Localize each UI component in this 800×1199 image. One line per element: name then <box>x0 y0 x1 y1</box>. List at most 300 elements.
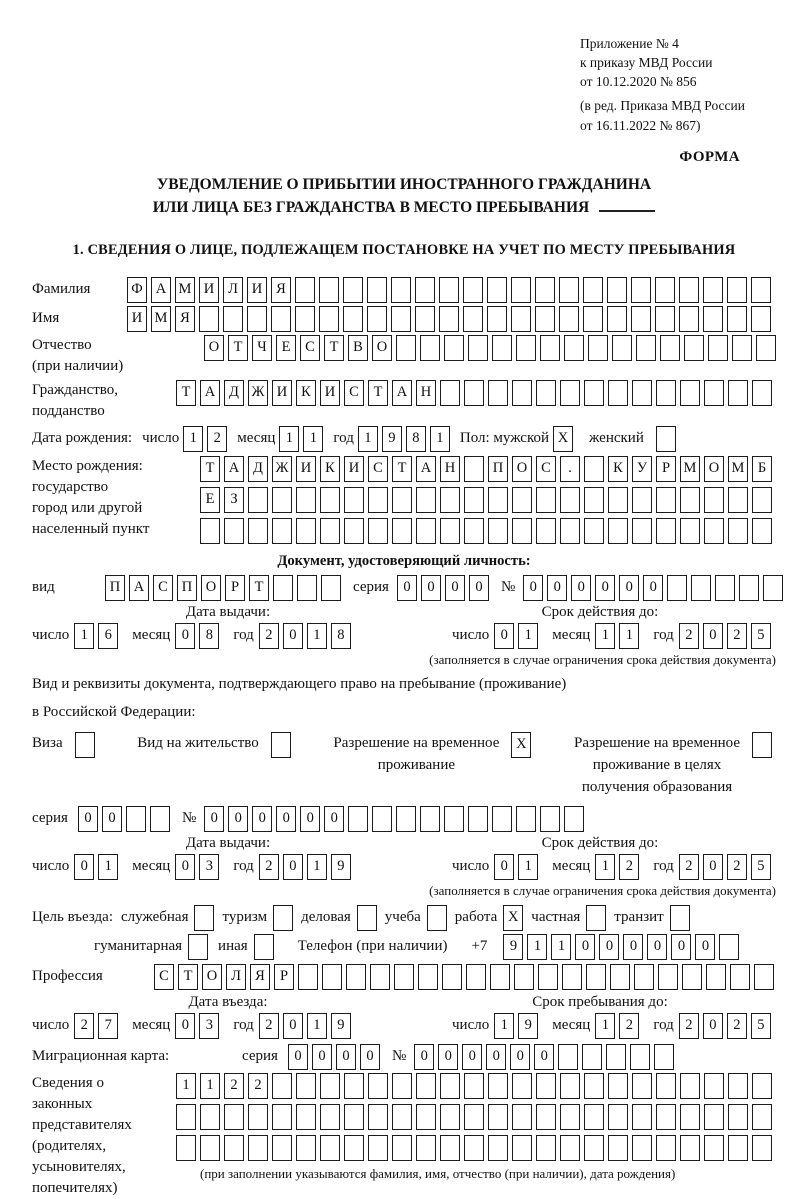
migration-card-label: Миграционная карта: <box>32 1048 170 1065</box>
char-cell <box>224 518 244 544</box>
char-cell <box>607 277 627 303</box>
char-cell: X <box>553 426 573 452</box>
valid-date-line <box>452 623 776 649</box>
char-cell <box>488 518 508 544</box>
char-cell <box>584 1104 604 1130</box>
business-checkbox <box>357 905 377 931</box>
char-cell <box>634 964 654 990</box>
char-cell <box>468 335 488 361</box>
char-cell <box>754 964 774 990</box>
char-cell: И <box>127 306 147 332</box>
char-cell: X <box>503 905 523 931</box>
year-label: год <box>233 627 254 644</box>
char-cell: Т <box>368 380 388 406</box>
char-cell: К <box>296 380 316 406</box>
firstname-row <box>32 306 776 332</box>
char-cell <box>680 380 700 406</box>
char-cell <box>392 487 412 513</box>
month-label: месяц <box>552 627 591 644</box>
char-cell <box>492 806 512 832</box>
char-cell: 0 <box>599 934 619 960</box>
char-cell: 0 <box>595 575 615 601</box>
char-cell <box>564 335 584 361</box>
birth-date-row <box>32 426 776 452</box>
char-cell <box>632 518 652 544</box>
char-cell <box>440 1073 460 1099</box>
char-cell: 2 <box>259 854 279 880</box>
char-cell: 0 <box>510 1044 530 1070</box>
char-cell <box>440 380 460 406</box>
char-cell <box>536 487 556 513</box>
char-cell <box>368 1104 388 1130</box>
char-cell <box>704 518 724 544</box>
char-cell <box>658 964 678 990</box>
valid-day-cells <box>494 623 538 649</box>
char-cell <box>296 1104 316 1130</box>
char-cell <box>691 575 711 601</box>
year-label: год <box>233 858 254 875</box>
char-cell <box>560 1135 580 1161</box>
char-cell <box>516 806 536 832</box>
char-cell <box>535 306 555 332</box>
residence-number-cells <box>204 806 584 832</box>
migration-series-cells <box>288 1044 380 1070</box>
doc-number-label: № <box>500 579 516 596</box>
char-cell <box>150 806 170 832</box>
char-cell <box>344 1073 364 1099</box>
char-cell <box>514 964 534 990</box>
char-cell <box>199 306 219 332</box>
char-cell: С <box>153 575 173 601</box>
issue-date-line <box>32 854 424 880</box>
char-cell <box>439 306 459 332</box>
valid-day-cells <box>494 854 538 880</box>
char-cell: 1 <box>279 426 299 452</box>
char-cell: О <box>372 335 392 361</box>
validity-note: (заполняется в случае ограничения срока действия документа) <box>429 651 776 667</box>
char-cell: С <box>154 964 174 990</box>
identity-issue-col <box>32 604 424 668</box>
citizenship-cells <box>176 380 772 406</box>
char-cell <box>756 335 776 361</box>
char-cell <box>223 306 243 332</box>
option-temp-residence-education <box>574 732 772 798</box>
char-cell <box>391 277 411 303</box>
char-cell <box>391 306 411 332</box>
citizenship-label-line1: Гражданство, <box>32 381 119 398</box>
char-cell <box>320 1104 340 1130</box>
char-cell <box>511 277 531 303</box>
char-cell: М <box>680 456 700 482</box>
char-cell <box>248 487 268 513</box>
char-cell <box>728 1073 748 1099</box>
char-cell <box>392 1104 412 1130</box>
year-label: год <box>233 1017 254 1034</box>
representatives-label-line: Сведения о <box>32 1074 104 1091</box>
char-cell <box>584 380 604 406</box>
char-cell <box>680 487 700 513</box>
tourism-checkbox <box>273 905 293 931</box>
char-cell: Ч <box>252 335 272 361</box>
char-cell <box>440 518 460 544</box>
char-cell: И <box>272 380 292 406</box>
char-cell <box>396 806 416 832</box>
char-cell <box>464 1104 484 1130</box>
char-cell: С <box>368 456 388 482</box>
char-cell: 1 <box>307 854 327 880</box>
char-cell <box>272 487 292 513</box>
option-visa <box>32 732 95 758</box>
day-label: число <box>32 858 70 875</box>
char-cell <box>344 518 364 544</box>
char-cell: 0 <box>703 854 723 880</box>
char-cell <box>608 1135 628 1161</box>
sex-female-label: женский <box>589 430 644 447</box>
char-cell <box>492 335 512 361</box>
edition-line: от 16.11.2022 № 867) <box>580 117 701 133</box>
birth-month-cells <box>279 426 323 452</box>
purpose-study: учеба <box>385 905 447 931</box>
char-cell <box>440 1104 460 1130</box>
char-cell <box>656 426 676 452</box>
char-cell <box>656 1104 676 1130</box>
char-cell <box>511 306 531 332</box>
char-cell: И <box>320 380 340 406</box>
char-cell: 2 <box>259 623 279 649</box>
char-cell <box>416 1135 436 1161</box>
char-cell <box>272 1135 292 1161</box>
issue-year-cells <box>259 623 351 649</box>
char-cell <box>632 1104 652 1130</box>
char-cell: И <box>199 277 219 303</box>
temp-residence-education-checkbox <box>752 732 772 758</box>
sex-label: Пол: мужской <box>459 430 550 447</box>
char-cell <box>584 1135 604 1161</box>
char-cell: 1 <box>358 426 378 452</box>
char-cell: В <box>348 335 368 361</box>
char-cell: 1 <box>307 623 327 649</box>
char-cell <box>444 335 464 361</box>
entry-stay-dates <box>32 994 776 1039</box>
char-cell: М <box>728 456 748 482</box>
char-cell: Р <box>656 456 676 482</box>
month-label: месяц <box>552 1017 591 1034</box>
stay-until-heading: Срок пребывания до: <box>532 993 668 1010</box>
char-cell <box>490 964 510 990</box>
char-cell <box>728 487 748 513</box>
birth-place-label-line: город или другой <box>32 499 143 516</box>
char-cell: О <box>704 456 724 482</box>
char-cell: 2 <box>224 1073 244 1099</box>
char-cell <box>297 575 317 601</box>
char-cell <box>188 934 208 960</box>
char-cell: X <box>511 732 531 758</box>
patronymic-label-line2: (при наличии) <box>32 357 124 374</box>
firstname-cells <box>127 306 771 332</box>
purpose-transit: транзит <box>614 905 689 931</box>
char-cell: И <box>344 456 364 482</box>
char-cell <box>248 518 268 544</box>
char-cell <box>728 380 748 406</box>
char-cell <box>559 277 579 303</box>
representatives-label-line: законных <box>32 1095 93 1112</box>
char-cell <box>488 1073 508 1099</box>
residence-series-cells <box>78 806 170 832</box>
char-cell <box>420 335 440 361</box>
char-cell: Т <box>176 380 196 406</box>
char-cell <box>416 487 436 513</box>
char-cell <box>560 487 580 513</box>
option-visa-label: Виза <box>32 734 63 751</box>
purpose-humanitarian: гуманитарная <box>94 934 208 960</box>
char-cell: 0 <box>575 934 595 960</box>
char-cell <box>272 1073 292 1099</box>
char-cell: 1 <box>200 1073 220 1099</box>
month-label: месяц <box>552 858 591 875</box>
char-cell: 0 <box>695 934 715 960</box>
char-cell: А <box>200 380 220 406</box>
char-cell <box>224 1135 244 1161</box>
char-cell: 0 <box>276 806 296 832</box>
char-cell <box>439 277 459 303</box>
char-cell <box>488 380 508 406</box>
char-cell <box>348 806 368 832</box>
char-cell <box>224 1104 244 1130</box>
birth-place-label <box>32 456 200 540</box>
char-cell: 0 <box>414 1044 434 1070</box>
char-cell <box>632 380 652 406</box>
char-cell <box>295 306 315 332</box>
char-cell: Т <box>392 456 412 482</box>
appendix-line: Приложение № 4 <box>580 36 679 51</box>
char-cell: 0 <box>647 934 667 960</box>
char-cell: 0 <box>228 806 248 832</box>
char-cell <box>703 277 723 303</box>
char-cell <box>727 306 747 332</box>
char-cell: 1 <box>98 854 118 880</box>
char-cell <box>680 518 700 544</box>
char-cell: 1 <box>430 426 450 452</box>
surname-row <box>32 277 776 303</box>
day-label: число <box>142 430 180 447</box>
purpose-work: работа X <box>455 905 524 931</box>
char-cell <box>271 306 291 332</box>
residence-doc-options <box>32 732 772 798</box>
residence-series-label: серия <box>32 810 68 827</box>
char-cell: 0 <box>494 854 514 880</box>
char-cell: 2 <box>679 854 699 880</box>
char-cell: 8 <box>199 623 219 649</box>
char-cell: Я <box>250 964 270 990</box>
char-cell <box>464 1073 484 1099</box>
char-cell <box>321 575 341 601</box>
appendix-line: от 10.12.2020 № 856 <box>580 74 697 90</box>
char-cell <box>247 306 267 332</box>
char-cell <box>583 306 603 332</box>
char-cell: 9 <box>382 426 402 452</box>
char-cell <box>608 487 628 513</box>
char-cell <box>607 306 627 332</box>
char-cell <box>584 518 604 544</box>
char-cell <box>487 277 507 303</box>
char-cell <box>440 1135 460 1161</box>
char-cell <box>564 806 584 832</box>
char-cell <box>682 964 702 990</box>
char-cell <box>631 306 651 332</box>
char-cell <box>271 732 291 758</box>
char-cell: Н <box>416 380 436 406</box>
char-cell <box>667 575 687 601</box>
purpose-business: деловая <box>301 905 377 931</box>
char-cell <box>584 1073 604 1099</box>
entry-date-col <box>32 994 424 1039</box>
residence-doc-series-row <box>32 806 776 832</box>
valid-year-cells <box>679 854 771 880</box>
doc-kind-cells <box>105 575 341 601</box>
valid-date-heading: Срок действия до: <box>541 834 659 851</box>
char-cell: 2 <box>248 1073 268 1099</box>
char-cell <box>512 487 532 513</box>
phone-cells <box>503 934 739 960</box>
valid-month-cells <box>595 854 639 880</box>
char-cell <box>752 380 772 406</box>
char-cell <box>463 277 483 303</box>
work-checkbox <box>503 905 523 931</box>
birth-place-row <box>32 456 776 549</box>
char-cell <box>488 487 508 513</box>
issue-date-heading: Дата выдачи: <box>185 834 271 851</box>
char-cell: И <box>247 277 267 303</box>
char-cell: М <box>175 277 195 303</box>
char-cell <box>464 1135 484 1161</box>
char-cell <box>320 1073 340 1099</box>
char-cell <box>512 518 532 544</box>
day-label: число <box>32 627 70 644</box>
char-cell: 0 <box>175 623 195 649</box>
char-cell: 0 <box>421 575 441 601</box>
char-cell <box>415 306 435 332</box>
char-cell: 1 <box>595 1013 615 1039</box>
char-cell: Ж <box>272 456 292 482</box>
char-cell <box>560 1104 580 1130</box>
char-cell <box>126 806 146 832</box>
transit-checkbox <box>670 905 690 931</box>
char-cell <box>536 518 556 544</box>
year-label: год <box>653 627 674 644</box>
char-cell: Е <box>200 487 220 513</box>
char-cell: 0 <box>74 854 94 880</box>
char-cell <box>583 277 603 303</box>
char-cell: Я <box>271 277 291 303</box>
char-cell: 0 <box>671 934 691 960</box>
char-cell <box>728 518 748 544</box>
char-cell: 0 <box>283 854 303 880</box>
phone-prefix: +7 <box>471 938 488 955</box>
char-cell <box>656 1135 676 1161</box>
char-cell <box>763 575 783 601</box>
char-cell: 0 <box>336 1044 356 1070</box>
day-label: число <box>452 858 490 875</box>
char-cell <box>464 456 484 482</box>
char-cell: 2 <box>619 854 639 880</box>
char-cell <box>612 335 632 361</box>
private-checkbox <box>586 905 606 931</box>
char-cell <box>684 335 704 361</box>
char-cell: 0 <box>494 623 514 649</box>
char-cell: 1 <box>74 623 94 649</box>
char-cell <box>512 1135 532 1161</box>
char-cell <box>608 1104 628 1130</box>
char-cell: 2 <box>727 1013 747 1039</box>
char-cell: 0 <box>438 1044 458 1070</box>
char-cell: 0 <box>486 1044 506 1070</box>
char-cell: Т <box>228 335 248 361</box>
char-cell <box>535 277 555 303</box>
char-cell <box>464 487 484 513</box>
char-cell: 0 <box>469 575 489 601</box>
char-cell: 0 <box>102 806 122 832</box>
char-cell: 5 <box>751 623 771 649</box>
char-cell <box>559 306 579 332</box>
char-cell <box>739 575 759 601</box>
birth-place-cells-block <box>200 456 772 549</box>
char-cell: 0 <box>252 806 272 832</box>
birth-year-cells <box>358 426 450 452</box>
char-cell <box>488 1135 508 1161</box>
char-cell: 1 <box>183 426 203 452</box>
char-cell <box>488 1104 508 1130</box>
representatives-note: (при заполнении указываются фамилия, имя, отчество (при наличии), дата рождения) <box>200 1165 676 1181</box>
representatives-label-line: представителях <box>32 1116 132 1133</box>
char-cell <box>558 1044 578 1070</box>
char-cell <box>608 518 628 544</box>
char-cell: Б <box>752 456 772 482</box>
option-temp-residence-education-label: Разрешение на временное проживание в целях получения образования <box>574 734 740 795</box>
char-cell: 0 <box>175 854 195 880</box>
sex-female-checkbox <box>656 426 676 452</box>
month-label: месяц <box>132 858 171 875</box>
char-cell: А <box>129 575 149 601</box>
char-cell: К <box>320 456 340 482</box>
char-cell: 0 <box>619 575 639 601</box>
char-cell <box>272 1104 292 1130</box>
char-cell: 0 <box>175 1013 195 1039</box>
month-label: месяц <box>132 1017 171 1034</box>
char-cell <box>536 1073 556 1099</box>
visa-checkbox <box>75 732 95 758</box>
identity-valid-col <box>424 604 776 668</box>
char-cell: 2 <box>259 1013 279 1039</box>
char-cell <box>319 277 339 303</box>
char-cell: 0 <box>283 623 303 649</box>
char-cell: . <box>560 456 580 482</box>
patronymic-cells <box>204 335 776 361</box>
char-cell: Л <box>223 277 243 303</box>
char-cell: И <box>296 456 316 482</box>
char-cell: 2 <box>74 1013 94 1039</box>
char-cell <box>319 306 339 332</box>
char-cell <box>367 306 387 332</box>
char-cell: О <box>512 456 532 482</box>
char-cell <box>536 380 556 406</box>
char-cell <box>368 1135 388 1161</box>
stay-day-cells <box>494 1013 538 1039</box>
appendix-block <box>580 34 776 135</box>
option-residence-permit-label: Вид на жительство <box>137 734 259 751</box>
char-cell: 1 <box>307 1013 327 1039</box>
char-cell: 5 <box>751 1013 771 1039</box>
char-cell <box>632 1135 652 1161</box>
